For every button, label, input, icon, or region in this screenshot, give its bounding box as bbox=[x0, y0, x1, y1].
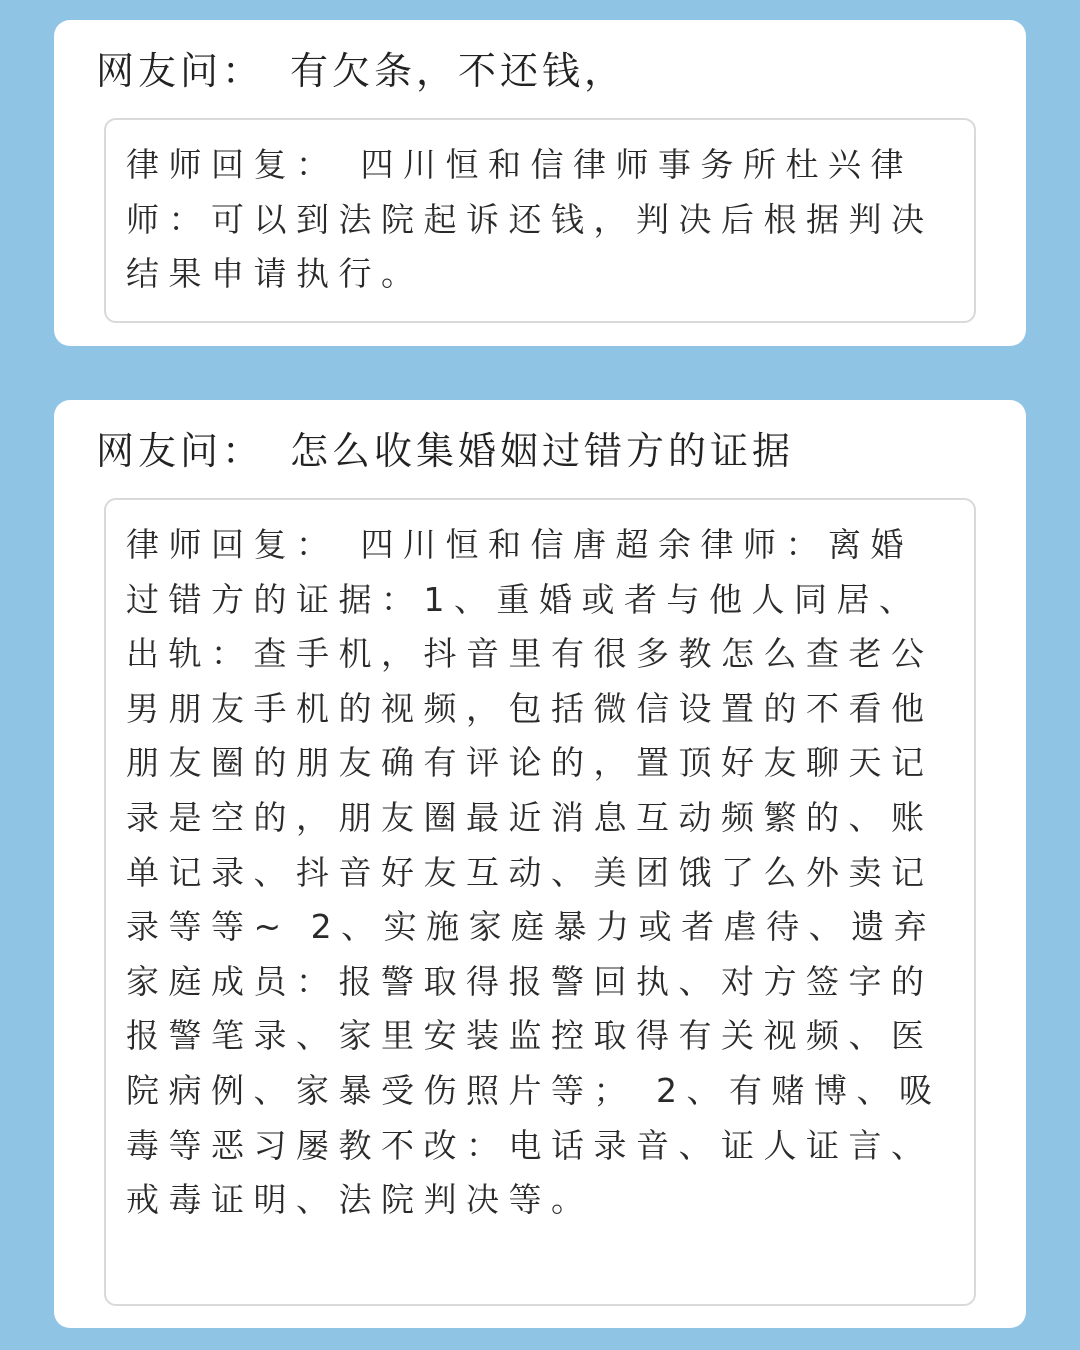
answer-text: 四川恒和信唐超余律师：离婚过错方的证据：1、重婚或者与他人同居、出轨：查手机，抖音里有很多教怎么查老公男朋友手机的视频，包括微信设置的不看他朋友圈的朋友确有评论的，置顶好友聊天记录是空的，朋友圈最近消息互动频繁的、账单记录、抖音好友互动、美团饿了么外卖记录等等~ 2、实施家庭暴力或者虐待、遗弃家庭成员：报警取得报警回执、对方签字的报警笔录、家里安装监控取得有关视频、医院病例、家暴受伤照片等； 2、有赌博、吸毒等恶习屡教不改：电话录音、证人证言、戒毒证明、法院判决等。 bbox=[126, 525, 942, 1220]
question-label: 网友问： bbox=[96, 429, 265, 473]
question-text: 有欠条，不还钱， bbox=[290, 49, 627, 93]
answer-text: 四川恒和信律师事务所杜兴律师：可以到法院起诉还钱，判决后根据判决结果申请执行。 bbox=[126, 145, 934, 294]
answer-label: 律师回复： bbox=[126, 145, 339, 184]
question-heading bbox=[96, 46, 626, 96]
question-text: 怎么收集婚姻过错方的证据 bbox=[290, 429, 795, 473]
question-label: 网友问： bbox=[96, 49, 265, 93]
answer-box bbox=[104, 498, 976, 1306]
answer-label: 律师回复： bbox=[126, 525, 339, 564]
question-heading bbox=[96, 426, 794, 476]
answer-box bbox=[104, 118, 976, 323]
qa-card bbox=[54, 400, 1026, 1328]
qa-card bbox=[54, 20, 1026, 346]
